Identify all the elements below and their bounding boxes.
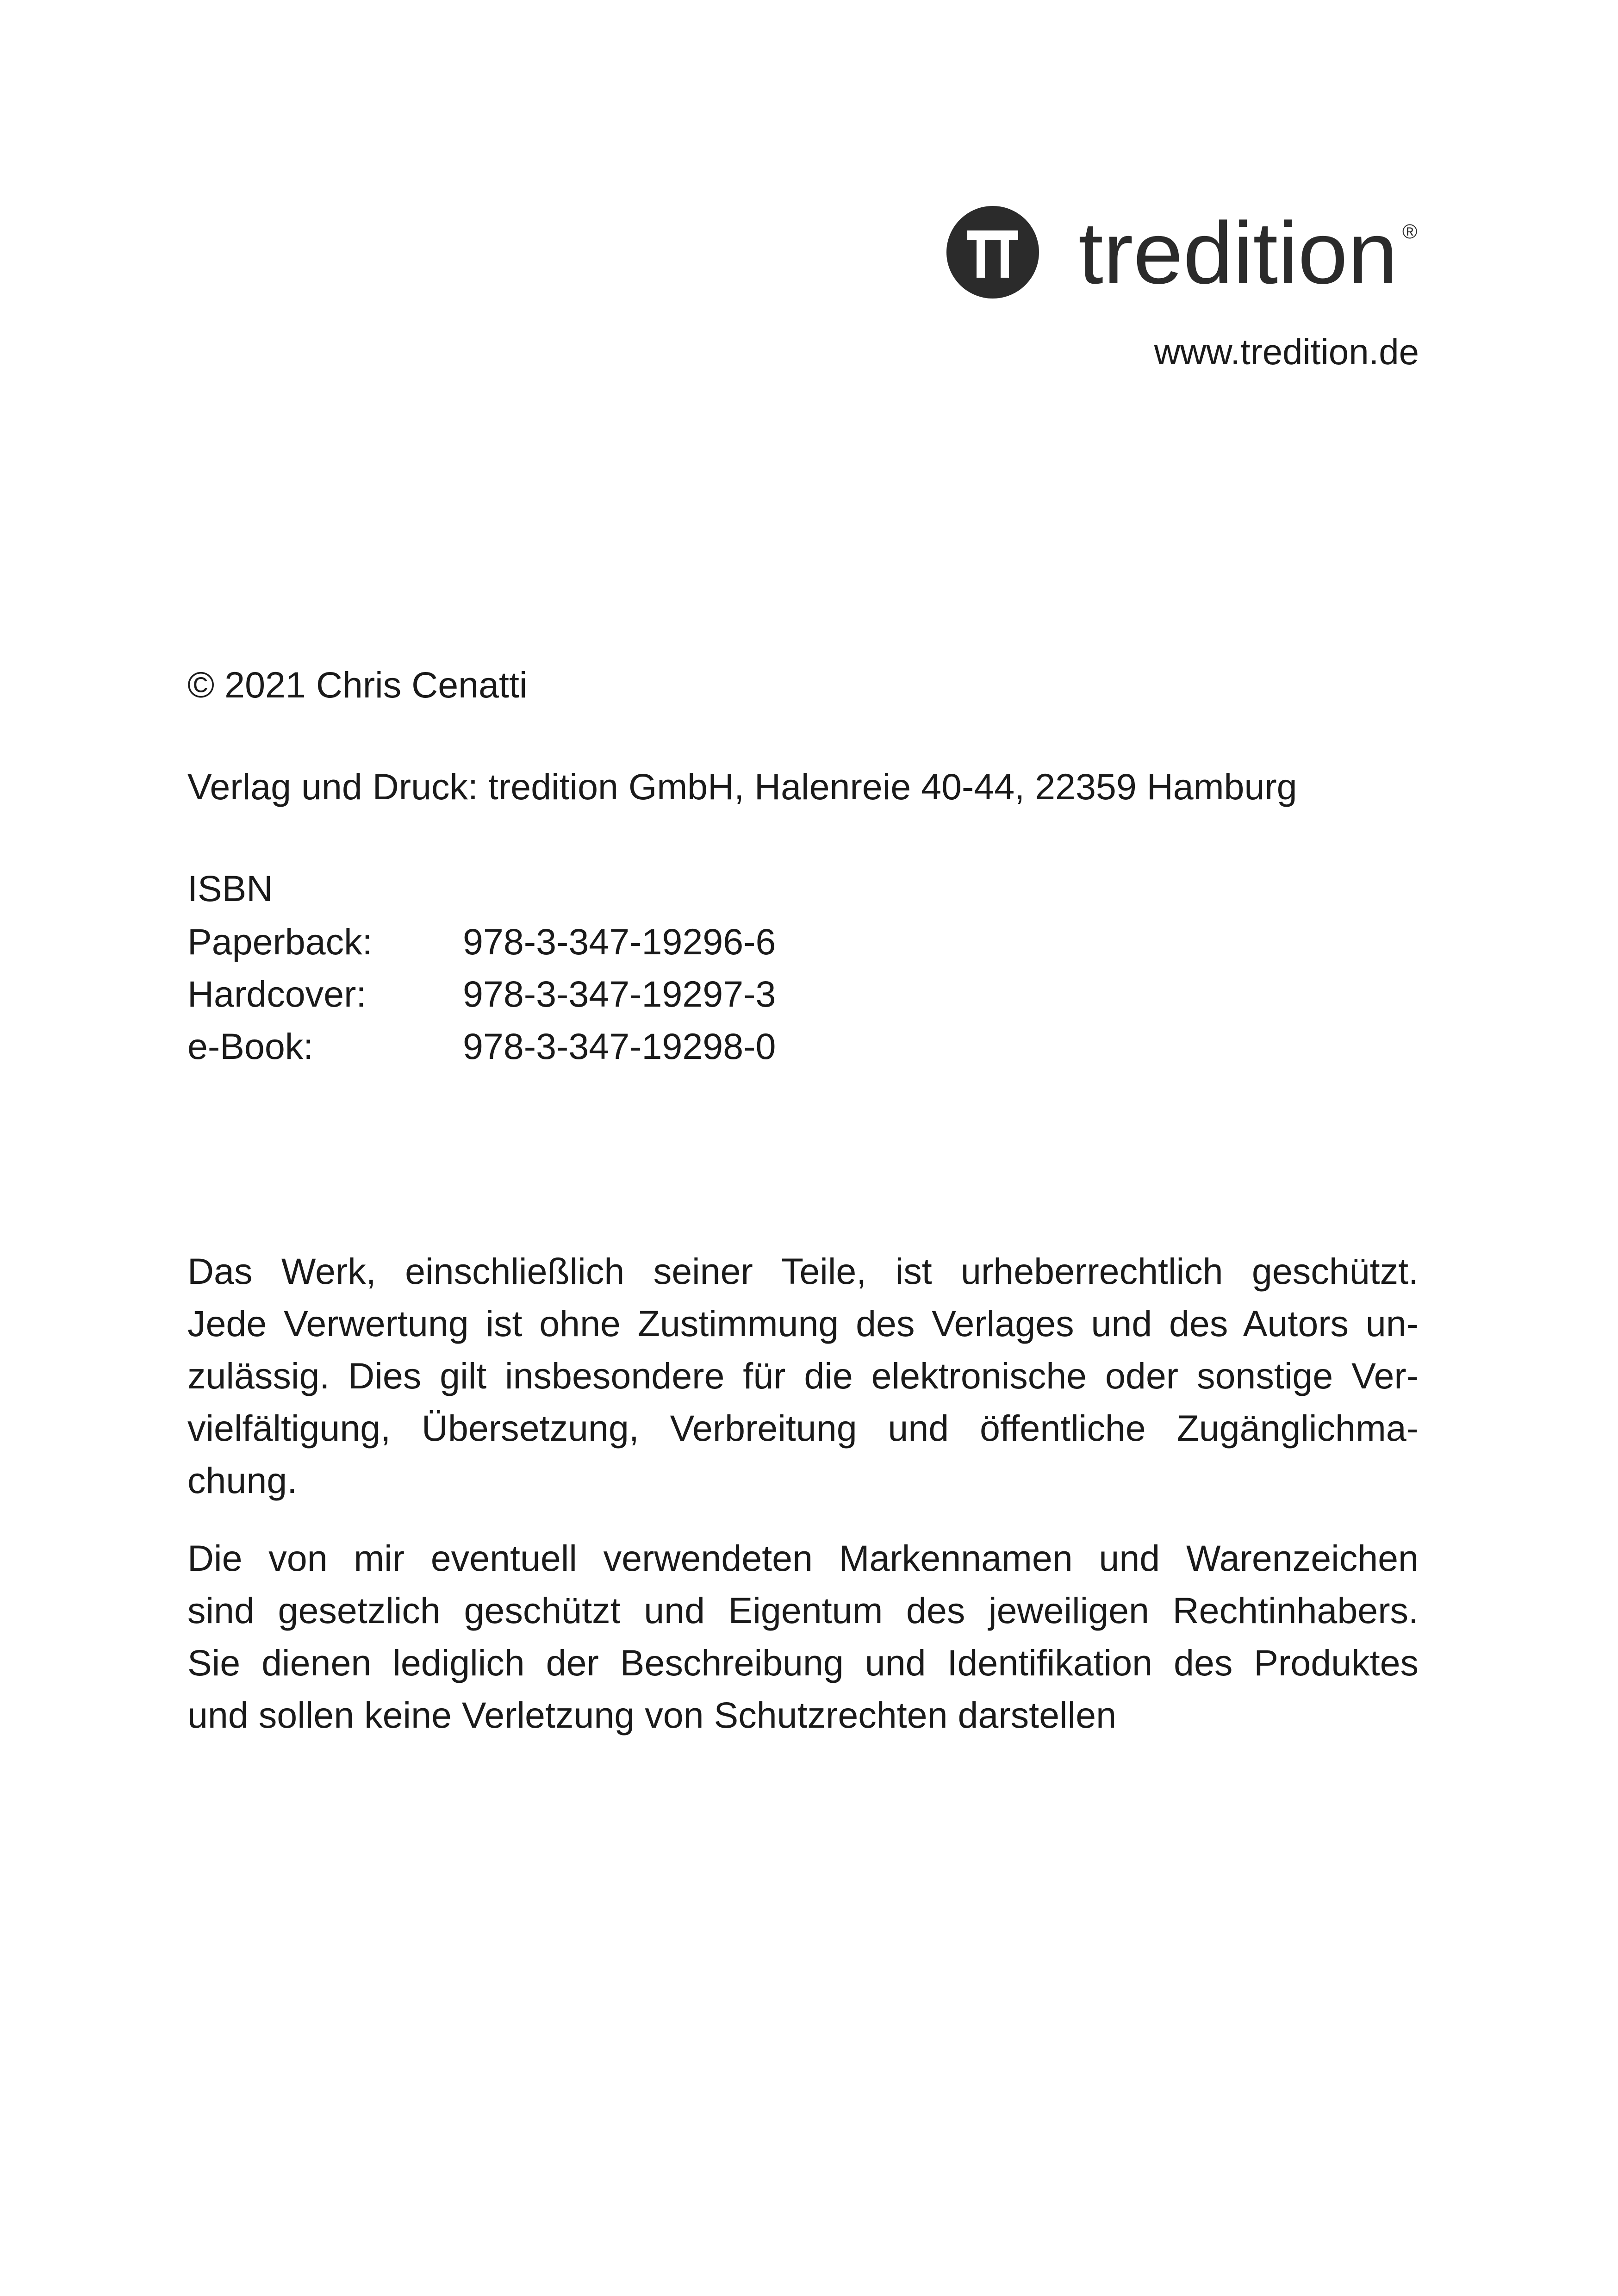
publisher-logo — [944, 204, 1425, 305]
copyright-statement — [187, 1245, 1419, 1506]
isbn-heading: ISBN — [187, 868, 273, 909]
isbn-format-label: Paperback: — [187, 921, 373, 962]
isbn-number: 978-3-347-19296-6 — [463, 921, 776, 962]
text-line: vielfältigung, Übersetzung, Verbreitung und öffentliche Zugänglichma- — [187, 1407, 1419, 1449]
isbn-format-label: Hardcover: — [187, 973, 367, 1014]
text-line: Sie dienen lediglich der Beschreibung und Identifikation des Produktes — [187, 1642, 1419, 1683]
publisher-address: Verlag und Druck: tredition GmbH, Halenreie 40-44, 22359 Hamburg — [187, 766, 1297, 807]
tredition-logo-icon — [944, 204, 1425, 305]
isbn-number: 978-3-347-19297-3 — [463, 973, 776, 1014]
text-line: und sollen keine Verletzung von Schutzrechten darstellen — [187, 1694, 1117, 1736]
isbn-format-label: e-Book: — [187, 1026, 314, 1067]
text-line: zulässig. Dies gilt insbesondere für die elektronische oder sonstige Ver- — [187, 1355, 1419, 1396]
text-line: sind gesetzlich geschützt und Eigentum des jeweiligen Rechtinhabers. — [187, 1590, 1419, 1631]
copyright-notice: © 2021 Chris Cenatti — [187, 664, 528, 705]
text-line: Die von mir eventuell verwendeten Markennamen und Warenzeichen — [187, 1537, 1419, 1579]
isbn-number: 978-3-347-19298-0 — [463, 1026, 776, 1067]
logo-wordmark: tredition — [1078, 204, 1398, 302]
text-line: chung. — [187, 1460, 298, 1501]
trademark-statement — [187, 1532, 1419, 1741]
text-line: Jede Verwertung ist ohne Zustimmung des Verlages und des Autors un- — [187, 1303, 1419, 1344]
text-line: Das Werk, einschließlich seiner Teile, ist urheberrechtlich geschützt. — [187, 1251, 1419, 1292]
registered-mark: ® — [1402, 220, 1418, 243]
publisher-website[interactable]: www.tredition.de — [1154, 331, 1419, 372]
